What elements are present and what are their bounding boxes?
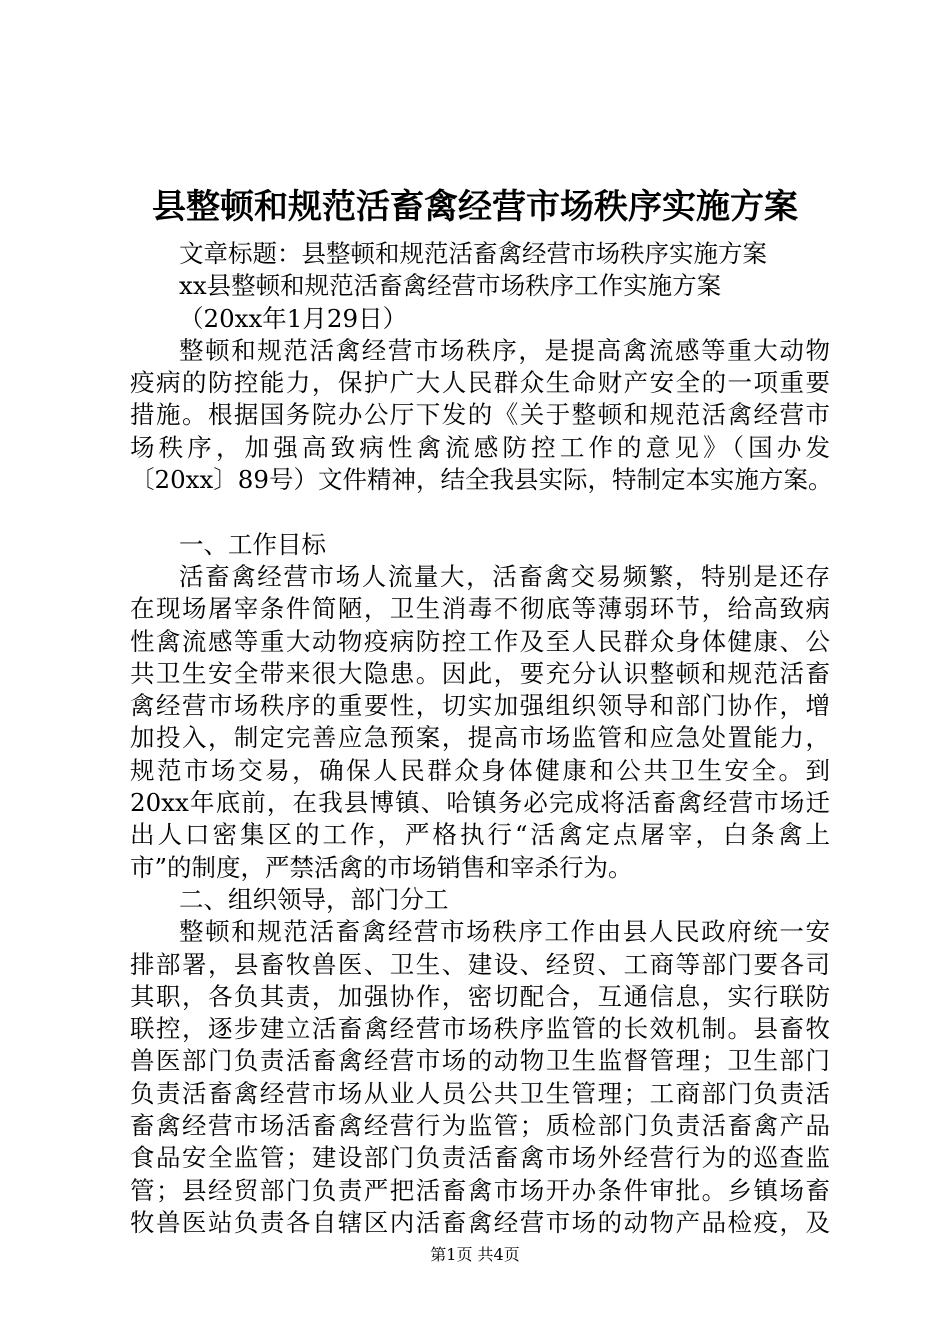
text-line: 〔20xx〕89号）文件精神，结全我县实际，特制定本实施方案。 bbox=[130, 465, 833, 495]
text-line: 共卫生安全带来很大隐患。因此，要充分认识整顿和规范活畜 bbox=[130, 658, 830, 688]
document-body bbox=[130, 238, 833, 1239]
text-line: 畜禽经营市场活畜禽经营行为监管；质检部门负责活畜禽产品 bbox=[130, 1111, 830, 1141]
text-line: 负责活畜禽经营市场从业人员公共卫生管理；工商部门负责活 bbox=[130, 1078, 830, 1108]
text-line: 场秩序，加强高致病性禽流感防控工作的意见》（国办发 bbox=[130, 432, 830, 462]
text-line: 禽经营市场秩序的重要性，切实加强组织领导和部门协作，增 bbox=[130, 691, 830, 721]
text-line: 管；县经贸部门负责严把活畜禽市场开办条件审批。乡镇场畜 bbox=[130, 1175, 830, 1205]
text-line: 一、工作目标 bbox=[179, 529, 326, 559]
text-line: 措施。根据国务院办公厅下发的《关于整顿和规范活禽经营市 bbox=[130, 400, 830, 430]
text-line: 在现场屠宰条件简陋，卫生消毒不彻底等薄弱环节，给高致病 bbox=[130, 594, 830, 624]
text-line: 规范市场交易，确保人民群众身体健康和公共卫生安全。到 bbox=[130, 755, 830, 785]
text-line: 排部署，县畜牧兽医、卫生、建设、经贸、工商等部门要各司 bbox=[130, 949, 830, 979]
text-line: 整顿和规范活禽经营市场秩序，是提高禽流感等重大动物 bbox=[179, 335, 830, 365]
text-line: 兽医部门负责活畜禽经营市场的动物卫生监督管理；卫生部门 bbox=[130, 1046, 830, 1076]
paragraph-gap bbox=[130, 496, 830, 528]
text-line: 牧兽医站负责各自辖区内活畜禽经营市场的动物产品检疫，及 bbox=[130, 1207, 830, 1237]
text-line: 加投入，制定完善应急预案，提高市场监管和应急处置能力， bbox=[130, 723, 830, 753]
text-line: （20xx年1月29日） bbox=[179, 303, 408, 333]
text-line: 市”的制度，严禁活禽的市场销售和宰杀行为。 bbox=[130, 852, 633, 882]
text-line: 整顿和规范活畜禽经营市场秩序工作由县人民政府统一安 bbox=[179, 917, 830, 947]
text-line: 出人口密集区的工作，严格执行“活禽定点屠宰，白条禽上 bbox=[130, 820, 830, 850]
text-line: 其职，各负其责，加强协作，密切配合，互通信息，实行联防 bbox=[130, 981, 830, 1011]
text-line: 文章标题：县整顿和规范活畜禽经营市场秩序实施方案 bbox=[179, 239, 767, 268]
text-line: 二、组织领导，部门分工 bbox=[179, 884, 449, 914]
document-title: 县整顿和规范活畜禽经营市场秩序实施方案 bbox=[152, 187, 798, 227]
text-line: 性禽流感等重大动物疫病防控工作及至人民群众身体健康、公 bbox=[130, 626, 830, 656]
text-line: xx县整顿和规范活畜禽经营市场秩序工作实施方案 bbox=[179, 271, 722, 301]
text-line: 食品安全监管；建设部门负责活畜禽市场外经营行为的巡查监 bbox=[130, 1143, 830, 1173]
text-line: 疫病的防控能力，保护广大人民群众生命财产安全的一项重要 bbox=[130, 368, 830, 398]
text-line: 20xx年底前，在我县博镇、哈镇务必完成将活畜禽经营市场迁 bbox=[130, 788, 830, 818]
page-footer: 第1页 共4页 bbox=[430, 1245, 520, 1264]
text-line: 联控，逐步建立活畜禽经营市场秩序监管的长效机制。县畜牧 bbox=[130, 1014, 830, 1044]
text-line: 活畜禽经营市场人流量大，活畜禽交易频繁，特别是还存 bbox=[179, 561, 830, 591]
